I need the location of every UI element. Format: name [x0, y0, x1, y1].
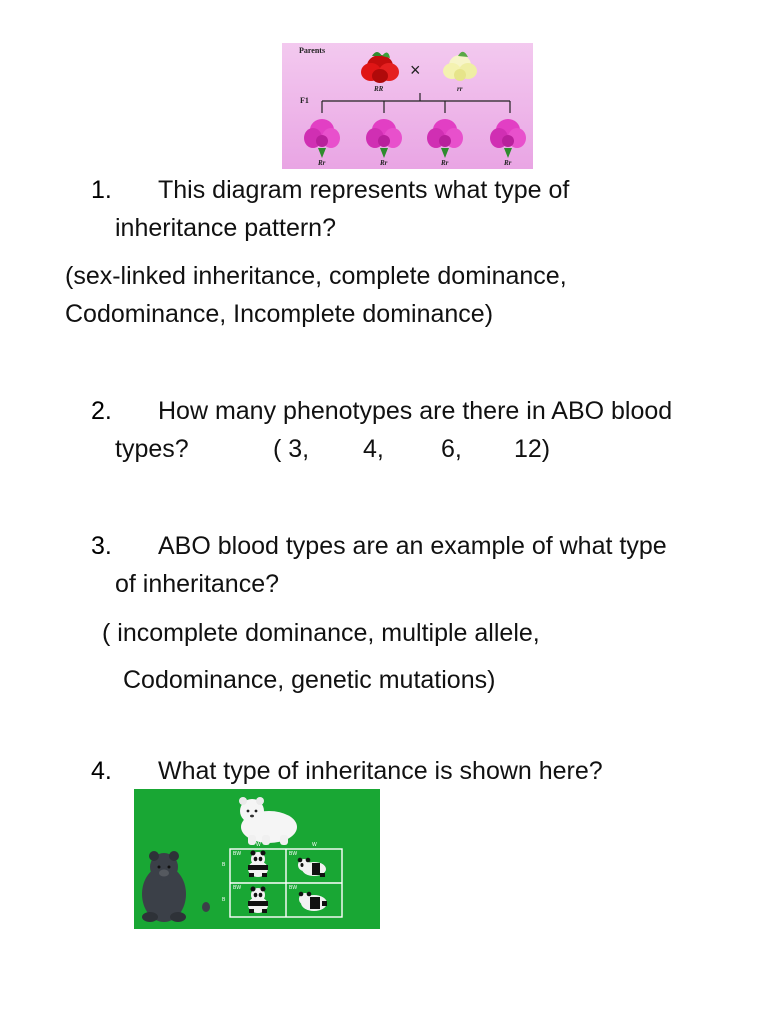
cell-genotype-label: BW	[289, 885, 298, 891]
cross-symbol: ×	[410, 60, 421, 80]
offspring-genotype: Rr	[380, 159, 388, 167]
question-2-option: 12)	[514, 435, 551, 463]
offspring-genotype: Rr	[504, 159, 512, 167]
white-bear-icon	[239, 797, 297, 845]
panda-icon	[248, 851, 268, 878]
bear-punnett-diagram	[134, 789, 380, 929]
question-1-options-cont: Codominance, Incomplete dominance)	[65, 300, 494, 328]
question-1-text-cont: inheritance pattern?	[115, 214, 336, 242]
question-1-options: (sex-linked inheritance, complete dominance,	[65, 262, 567, 290]
white-flower-icon	[443, 52, 477, 81]
question-2-option: 4,	[363, 435, 384, 463]
top-allele-label: W	[312, 842, 317, 848]
offspring-genotype: Rr	[318, 159, 326, 167]
question-3-options: ( incomplete dominance, multiple allele,	[102, 619, 540, 647]
offspring-genotype: Rr	[441, 159, 449, 167]
question-2-number: 2.	[91, 397, 112, 425]
pink-flower-icon	[366, 119, 402, 158]
question-3-options-cont: Codominance, genetic mutations)	[123, 666, 496, 694]
top-allele-label: W	[256, 842, 261, 848]
question-3-number: 3.	[91, 532, 112, 560]
f1-label: F1	[300, 96, 309, 105]
bear-punnett-art	[134, 789, 380, 929]
flower-cross-art	[282, 43, 533, 169]
cell-genotype-label: BW	[233, 885, 242, 891]
question-3-text-cont: of inheritance?	[115, 570, 280, 598]
pink-flower-icon	[490, 119, 526, 158]
panda-icon	[298, 858, 326, 877]
question-2-option: ( 3,	[273, 435, 310, 463]
cell-genotype-label: BW	[233, 851, 242, 857]
question-4-number: 4.	[91, 757, 112, 785]
question-2-option: 6,	[441, 435, 462, 463]
question-1-number: 1.	[91, 176, 112, 204]
flower-cross-diagram	[282, 43, 533, 169]
pedigree-lines	[322, 93, 510, 113]
question-1-text: This diagram represents what type of	[158, 176, 570, 204]
panda-icon	[299, 892, 327, 911]
cell-genotype-label: BW	[289, 851, 298, 857]
pink-flower-icon	[304, 119, 340, 158]
question-2-text-cont: types?	[115, 435, 189, 463]
side-allele-label: B	[222, 862, 226, 868]
red-flower-icon	[361, 52, 399, 83]
parent-genotype-1: RR	[374, 85, 384, 93]
pink-flower-icon	[427, 119, 463, 158]
question-2-text: How many phenotypes are there in ABO blood	[158, 397, 673, 425]
parent-genotype-2: rr	[457, 85, 463, 93]
question-3-text: ABO blood types are an example of what type	[158, 532, 667, 560]
panda-icon	[248, 887, 268, 914]
side-allele-label: B	[222, 897, 226, 903]
question-4-text: What type of inheritance is shown here?	[158, 757, 603, 785]
black-bear-icon	[142, 851, 210, 922]
parents-label: Parents	[299, 46, 326, 55]
